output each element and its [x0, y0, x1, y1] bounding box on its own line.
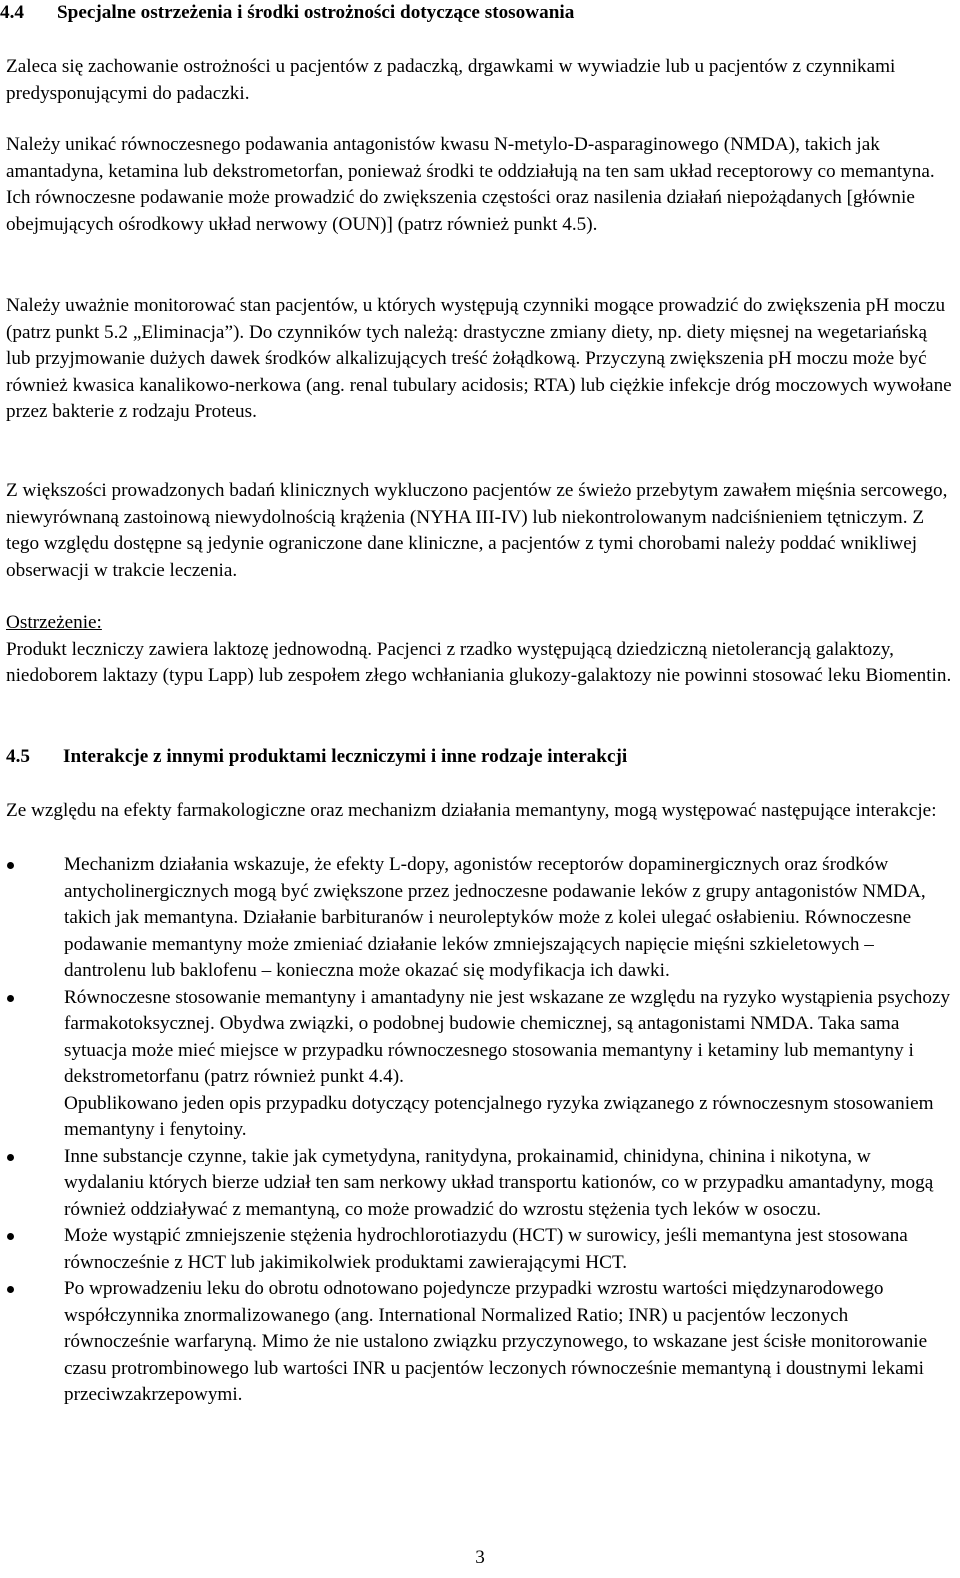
list-item [6, 1144, 952, 1224]
interactions-intro: Ze względu na efekty farmakologiczne oraz mechanizm działania memantyny, mogą występować następujące interakcje: [6, 800, 937, 821]
warning-text: Produkt leczniczy zawiera laktozę jednowodną. Pacjenci z rzadko występującą dziedziczną nietolerancją galaktozy, niedoborem laktazy (typu Lapp) lub zespołem złego wchłaniania glukozy-galaktozy nie powinni stosować leku Biomentin. [6, 638, 952, 686]
paragraph-urine-ph: Należy uważnie monitorować stan pacjentów, u których występują czynniki mogące prowadzić do zwiększenia pH moczu (patrz punkt 5.2 „Eliminacja”). Do czynników tych należą: drastyczne zmiany diety, np. diety mięsnej na wegetariańską lub przyjmowanie dużych dawek środków alkalizujących treść żołądkową. Przyczyną zwiększenia pH moczu może być również kwasica kanalikowo-nerkowa (ang. renal tubulary acidosis; RTA) lub ciężkie infekcje dróg moczowych wywołane przez bakterie z rodzaju Proteus. [6, 295, 952, 422]
warning-label: Ostrzeżenie: [6, 612, 102, 633]
section-heading-4-5 [6, 744, 627, 771]
paragraph-nmda: Należy unikać równoczesnego podawania antagonistów kwasu N-metylo-D-asparaginowego (NMDA), takich jak amantadyna, ketamina lub dekstrometorfan, ponieważ środki te oddziałują na ten sam układ receptorowy co memantyna. Ich równoczesne podawanie może prowadzić do zwiększenia częstości oraz nasilenia działań niepożądanych [głównie obejmujących ośrodkowy układ nerwowy (OUN)] (patrz również punkt 4.5). [6, 134, 935, 235]
list-item-text: Inne substancje czynne, takie jak cymetydyna, ranitydyna, prokainamid, chinidyna, chinina i nikotyna, w wydalaniu których bierze udział ten sam nerkowy układ transportu kationów, co w przypadku amantadyny, mogą również oddziaływać z memantyną, co może prowadzić do wzrostu stężenia tych leków w osoczu. [64, 1145, 934, 1220]
list-item-text: Po wprowadzeniu leku do obrotu odnotowano pojedyncze przypadki wzrostu wartości międzynarodowego współczynnika znormalizowanego (ang. International Normalized Ratio; INR) u pacjentów leczonych równocześnie warfaryną. Mimo że nie ustalono związku przyczynowego, to wskazane jest ścisłe monitorowanie czasu protrombinowego lub wartości INR u pacjentów leczonych równocześnie memantyną i doustnymi lekami przeciwzakrzepowymi. [64, 1278, 928, 1405]
list-item-text: Równoczesne stosowanie memantyny i amantadyny nie jest wskazane ze względu na ryzyko wystąpienia psychozy farmakotoksycznej. Obydwa związki, o podobnej budowie chemicznej, są antagonistami NMDA. Taka sama sytuacja może mieć miejsce w przypadku równoczesnego stosowania memantyny i ketaminy lub memantyny i dekstrometorfanu (patrz również punkt 4.4). [64, 986, 951, 1087]
bullet-icon [7, 1233, 14, 1240]
bullet-icon [7, 1286, 14, 1293]
list-item [6, 1223, 952, 1276]
section-number: 4.4 [0, 2, 24, 23]
warning-block [6, 610, 952, 690]
paragraph-epilepsy: Zaleca się zachowanie ostrożności u pacjentów z padaczką, drgawkami w wywiadzie lub u pacjentów z czynnikami predysponującymi do padaczki. [6, 56, 896, 104]
list-item [6, 1276, 952, 1409]
paragraph-clinical-trials: Z większości prowadzonych badań klinicznych wykluczono pacjentów ze świeżo przebytym zawałem mięśnia sercowego, niewyrównaną zastoinową niewydolnością krążenia (NYHA III-IV) lub niekontrolowanym nadciśnieniem tętniczym. Z tego względu dostępne są jedynie ograniczone dane kliniczne, a pacjentów z tymi chorobami należy poddać wnikliwej obserwacji w trakcie leczenia. [6, 480, 948, 581]
section-title: Interakcje z innymi produktami leczniczymi i inne rodzaje interakcji [63, 746, 628, 767]
list-item-text: Może wystąpić zmniejszenie stężenia hydrochlorotiazydu (HCT) w surowicy, jeśli memantyna jest stosowana równocześnie z HCT lub jakimikolwiek produktami zawierającymi HCT. [64, 1225, 908, 1273]
bullet-icon [7, 862, 14, 869]
section-heading-4-4 [0, 0, 574, 27]
list-item [6, 985, 952, 1144]
list-item-text: Mechanizm działania wskazuje, że efekty L-dopy, agonistów receptorów dopaminergicznych oraz środków antycholinergicznych mogą być zwiększone przez jednoczesne podawanie leków z grupy antagonistów NMDA, takich jak memantyna. Działanie barbituranów i neuroleptyków może z kolei ulegać osłabieniu. Równoczesne podawanie memantyny może zmieniać działanie leków zmniejszających napięcie mięśni szkieletowych – dantrolenu lub baklofenu – konieczna może okazać się modyfikacja ich dawki. [64, 854, 926, 981]
interactions-list [6, 852, 952, 1409]
bullet-icon [7, 995, 14, 1002]
section-number: 4.5 [6, 746, 30, 767]
section-title: Specjalne ostrzeżenia i środki ostrożności dotyczące stosowania [57, 2, 575, 23]
list-item-extra-text: Opublikowano jeden opis przypadku dotyczący potencjalnego ryzyka związanego z równoczesnym stosowaniem memantyny i fenytoiny. [64, 1092, 934, 1140]
bullet-icon [7, 1154, 14, 1161]
page-number: 3 [475, 1547, 485, 1568]
list-item [6, 852, 952, 985]
